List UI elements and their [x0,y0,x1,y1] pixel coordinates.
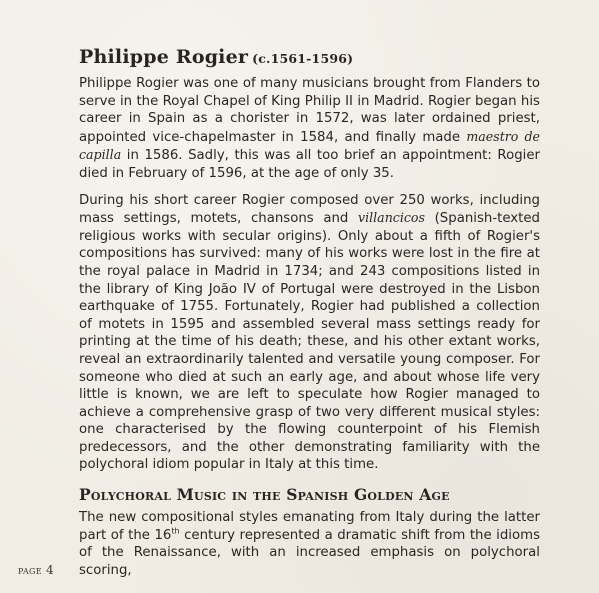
composer-name: Philippe Rogier [79,46,249,68]
italic-term: maestro de capilla [79,128,540,163]
text-run: Philippe Rogier was one of many musicians brought from Flanders to serve in the Royal Chapel of King Philip II in Madrid. Rogier began his career in Spain as a chorister in 1572, was later ordained priest, appointed vice-chapelmaster in 1584, and finally made [79,76,540,145]
superscript: th [171,526,180,536]
paragraph-biography [79,75,540,183]
text-run: During his short career Rogier composed over 250 works, including mass settings, motets, chansons and [79,192,540,227]
text-run: The new compositional styles emanating from Italy during the latter part of the 16 [79,510,540,543]
italic-term: villancicos [357,210,425,226]
text-run: in 1586. Sadly, this was all too brief an appointment: Rogier died in February of 1596, at the age of only 35. [79,148,540,181]
composer-dates: (c.1561-1596) [252,51,354,66]
page-number: page 4 [18,563,54,577]
paragraph-career [79,192,540,475]
text-run: (Spanish-texted religious works with secular origins). Only about a fifth of Rogier's compositions has survived: many of his works were lost in the fire at the royal palace in Madrid in 1734; and 243 compositions listed in the library of King João IV of Portugal were destroyed in the Lisbon earthquake of 1755. Fortunately, Rogier had published a collection of motets in 1595 and assembled several mass settings ready for printing at the time of his death; these, and his other extant works, reveal an extraordinarily talented and versatile young composer. For someone who died at such an early age, and about whose life very little is known, we are left to speculate how Rogier managed to achieve a comprehensive grasp of two very different musical styles: one characterised by the flowing counterpoint of his Flemish predecessors, and the other demonstrating familiarity with the polychoral idiom popular in Italy at this time. [79,211,540,473]
paragraph-polychoral [79,509,540,579]
section-heading-polychoral: Polychoral Music in the Spanish Golden Age [79,485,450,505]
section-heading-rogier [79,44,540,72]
page-content [79,44,540,579]
text-run: century represented a dramatic shift from the idioms of the Renaissance, with an increased emphasis on polychoral scoring, [79,527,541,578]
